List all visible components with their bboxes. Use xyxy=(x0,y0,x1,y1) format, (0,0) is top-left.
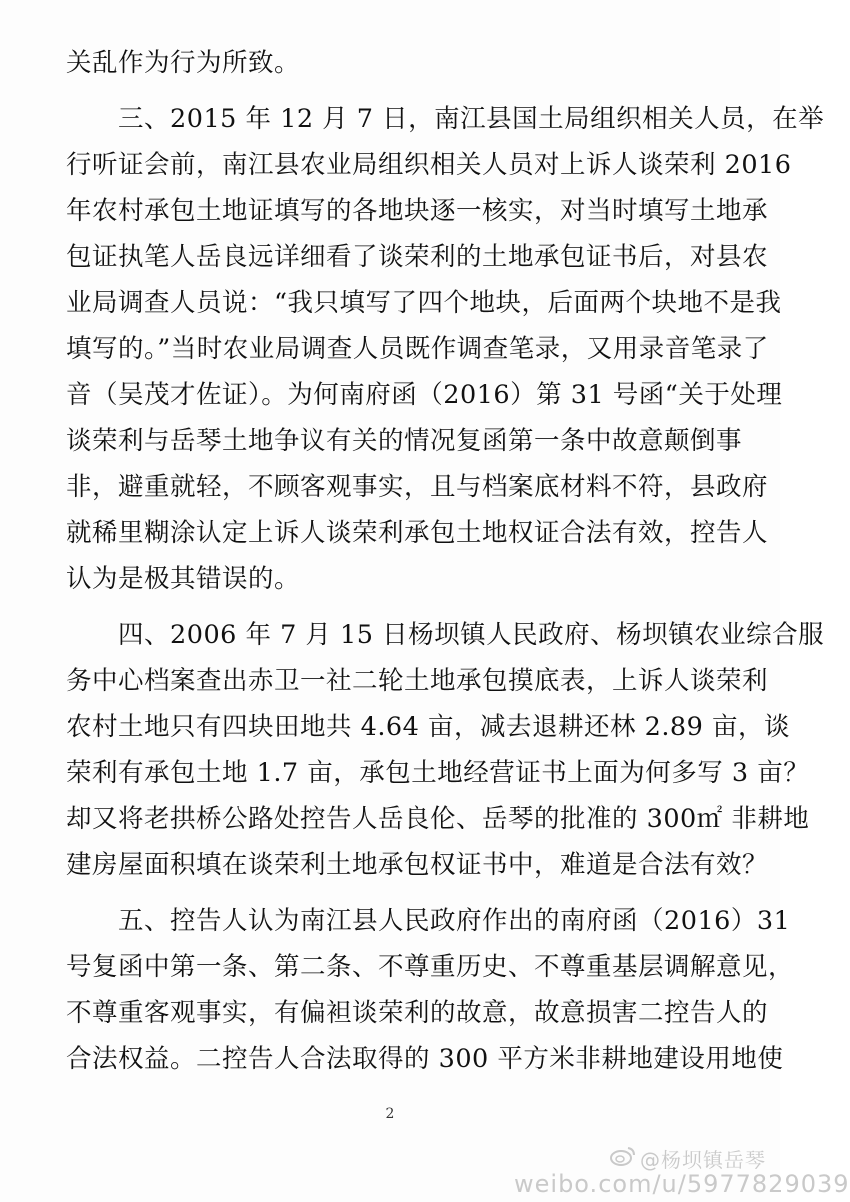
watermark-url: weibo.com/u/5977829039 xyxy=(514,1170,850,1198)
text-line: 非，避重就轻，不顾客观事实，且与档案底材料不符，县政府 xyxy=(66,472,769,502)
text-line: 不尊重客观事实，有偏袒谈荣利的故意，故意损害二控告人的 xyxy=(66,998,769,1028)
text-line: 谈荣利与岳琴土地争议有关的情况复函第一条中故意颠倒事 xyxy=(66,426,743,456)
weibo-logo-icon xyxy=(610,1146,636,1166)
weibo-watermark xyxy=(514,1144,850,1200)
text-line: 农村土地只有四块田地共 4.64 亩，减去退耕还林 2.89 亩，谈 xyxy=(66,712,790,742)
text-line: 音（吴茂才佐证）。为何南府函（2016）第 31 号函“关于处理 xyxy=(66,380,783,410)
text-line: 合法权益。二控告人合法取得的 300 平方米非耕地建设用地使 xyxy=(66,1044,784,1074)
text-line: 五、控告人认为南江县人民政府作出的南府函（2016）31 xyxy=(66,906,791,936)
text-line: 荣利有承包土地 1.7 亩，承包土地经营证书上面为何多写 3 亩？ xyxy=(66,758,810,788)
text-line: 填写的。”当时农业局调查人员既作调查笔录，又用录音笔录了 xyxy=(66,334,769,364)
text-line: 认为是极其错误的。 xyxy=(66,564,301,594)
text-line: 四、2006 年 7 月 15 日杨坝镇人民政府、杨坝镇农业综合服 xyxy=(66,620,825,650)
page-number: 2 xyxy=(385,1106,395,1122)
text-line: 关乱作为行为所致。 xyxy=(66,48,301,78)
text-line: 三、2015 年 12 月 7 日，南江县国土局组织相关人员，在举 xyxy=(66,104,825,134)
text-line: 行听证会前，南江县农业局组织相关人员对上诉人谈荣利 2016 xyxy=(66,150,792,180)
text-line: 就稀里糊涂认定上诉人谈荣利承包土地权证合法有效，控告人 xyxy=(66,518,769,548)
text-line: 却又将老拱桥公路处控告人岳良伦、岳琴的批准的 300㎡ 非耕地 xyxy=(66,804,810,834)
text-line: 建房屋面积填在谈荣利土地承包权证书中，难道是合法有效？ xyxy=(66,850,769,880)
text-line: 业局调查人员说：“我只填写了四个地块，后面两个块地不是我 xyxy=(66,288,782,318)
watermark-account-name: @杨坝镇岳琴 xyxy=(640,1148,766,1172)
text-line: 务中心档案查出赤卫一社二轮土地承包摸底表，上诉人谈荣利 xyxy=(66,666,769,696)
text-line: 号复函中第一条、第二条、不尊重历史、不尊重基层调解意见， xyxy=(66,952,795,982)
text-line: 包证执笔人岳良远详细看了谈荣利的土地承包证书后，对县农 xyxy=(66,242,769,272)
text-line: 年农村承包土地证填写的各地块逐一核实，对当时填写土地承 xyxy=(66,196,769,226)
